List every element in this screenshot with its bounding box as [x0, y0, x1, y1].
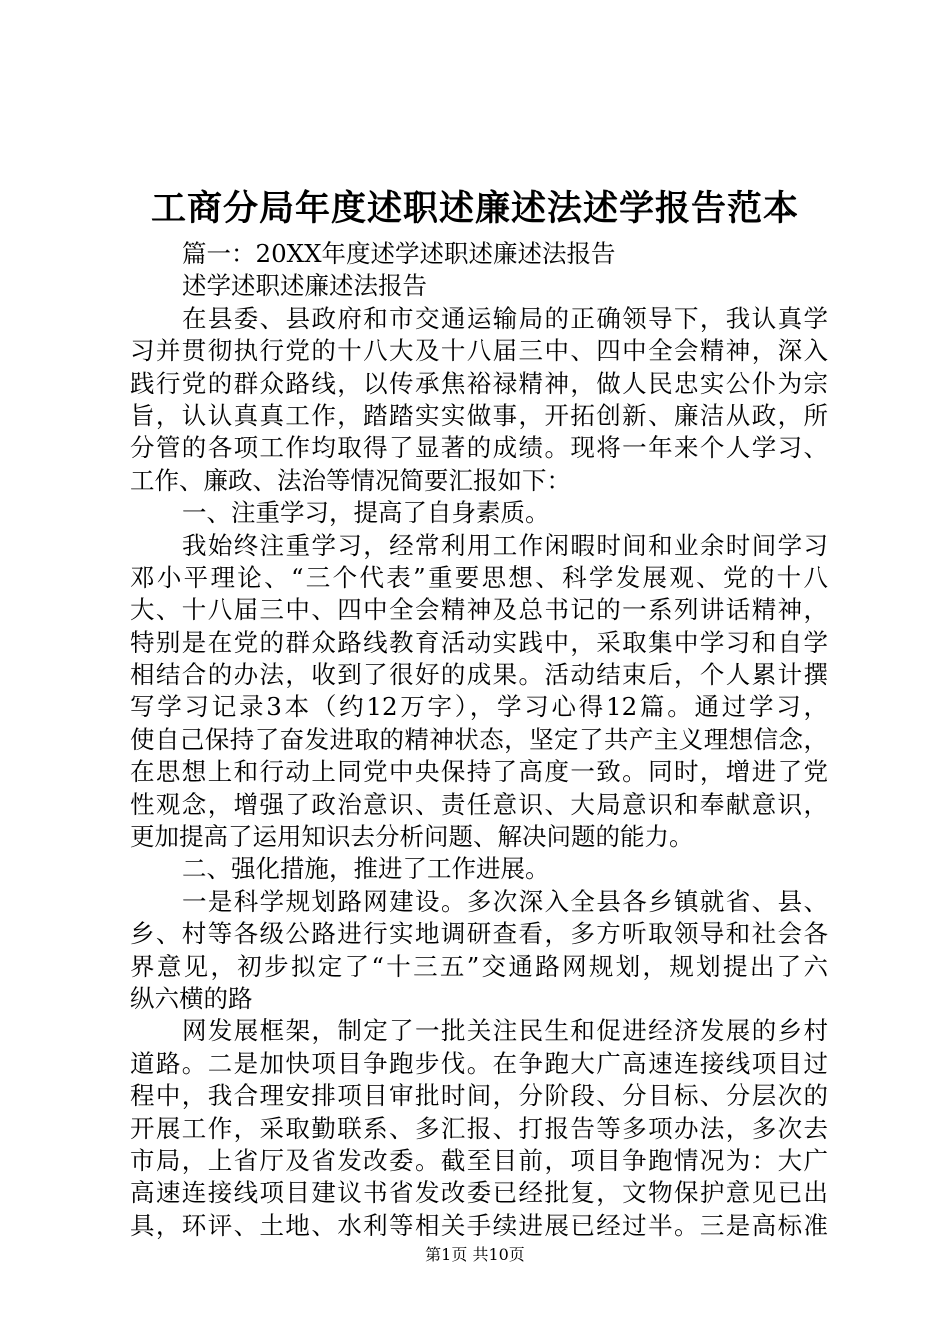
- text-line: 写学习记录3本（约12万字），学习心得12篇。通过学习，: [130, 692, 828, 722]
- text-line: 一、注重学习，提高了自身素质。: [182, 498, 550, 528]
- document-body: [130, 238, 828, 1242]
- text-line: 纵六横的路: [130, 983, 253, 1013]
- text-line: 乡、村等各级公路进行实地调研查看，多方听取领导和社会各: [130, 919, 828, 949]
- text-line: 述学述职述廉述法报告: [182, 271, 427, 301]
- text-line: 旨，认认真真工作，踏踏实实做事，开拓创新、廉洁从政，所: [130, 400, 828, 430]
- text-line: 相结合的办法，收到了很好的成果。活动结束后，个人累计撰: [130, 660, 828, 690]
- text-line: 分管的各项工作均取得了显著的成绩。现将一年来个人学习、: [130, 433, 828, 463]
- text-line: 界意见，初步拟定了“十三五”交通路网规划，规划提出了六: [130, 951, 828, 981]
- text-line: 开展工作，采取勤联系、多汇报、打报告等多项办法，多次去: [130, 1113, 828, 1143]
- text-line: 大、十八届三中、四中全会精神及总书记的一系列讲话精神，: [130, 595, 828, 625]
- text-line: 工作、廉政、法治等情况简要汇报如下：: [130, 465, 571, 495]
- text-line: 在县委、县政府和市交通运输局的正确领导下，我认真学: [182, 303, 828, 333]
- text-line: 性观念，增强了政治意识、责任意识、大局意识和奉献意识，: [130, 789, 828, 819]
- text-line: 习并贯彻执行党的十八大及十八届三中、四中全会精神，深入: [130, 336, 828, 366]
- text-line: 篇一：20XX年度述学述职述廉述法报告: [182, 239, 616, 268]
- text-line: 程中，我合理安排项目审批时间，分阶段、分目标、分层次的: [130, 1081, 828, 1111]
- page-footer: 第1页 共10页: [425, 1245, 525, 1264]
- text-line: 二、强化措施，推进了工作进展。: [182, 854, 550, 884]
- text-line: 高速连接线项目建议书省发改委已经批复，文物保护意见已出: [130, 1178, 828, 1208]
- text-line: 践行党的群众路线，以传承焦裕禄精神，做人民忠实公仆为宗: [130, 368, 828, 398]
- text-line: 一是科学规划路网建设。多次深入全县各乡镇就省、县、: [182, 886, 828, 916]
- text-line: 使自己保持了奋发进取的精神状态，坚定了共产主义理想信念，: [130, 724, 828, 754]
- text-line: 具，环评、土地、水利等相关手续进展已经过半。三是高标准: [130, 1210, 828, 1240]
- document-title: 工商分局年度述职述廉述法述学报告范本: [150, 188, 799, 229]
- text-line: 市局，上省厅及省发改委。截至目前，项目争跑情况为：大广: [130, 1145, 828, 1175]
- text-line: 更加提高了运用知识去分析问题、解决问题的能力。: [130, 822, 694, 852]
- text-line: 在思想上和行动上同党中央保持了高度一致。同时，增进了党: [130, 757, 828, 787]
- text-line: 我始终注重学习，经常利用工作闲暇时间和业余时间学习: [182, 530, 828, 560]
- text-line: 道路。二是加快项目争跑步伐。在争跑大广高速连接线项目过: [130, 1048, 828, 1078]
- text-line: 邓小平理论、“三个代表”重要思想、科学发展观、党的十八: [130, 562, 828, 592]
- text-line: 特别是在党的群众路线教育活动实践中，采取集中学习和自学: [130, 627, 828, 657]
- text-line: 网发展框架，制定了一批关注民生和促进经济发展的乡村: [182, 1016, 828, 1046]
